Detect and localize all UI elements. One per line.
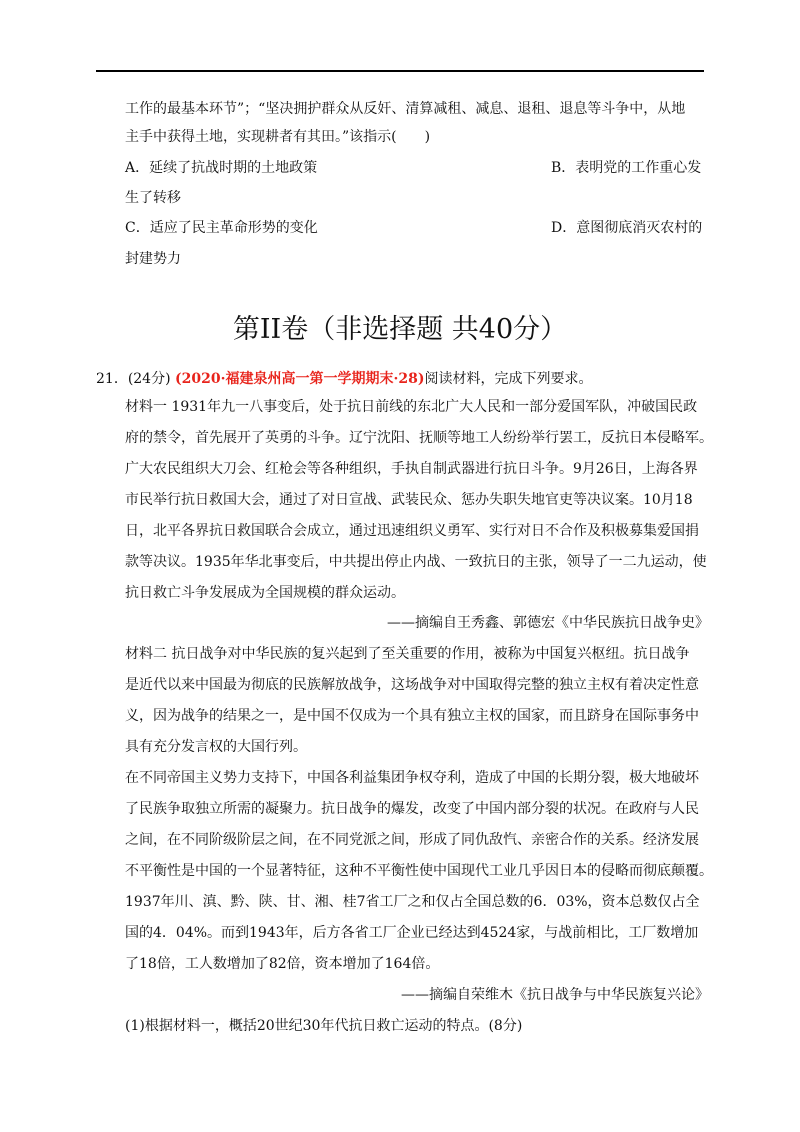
m2-line: 了18倍，工人数增加了82倍，资本增加了164倍。 bbox=[125, 956, 440, 972]
m1-line: 府的禁令，首先展开了英勇的斗争。辽宁沈阳、抚顺等地工人纷纷举行罢工，反抗日本侵略军。 bbox=[125, 430, 713, 446]
q20-option-b-cont: 生了转移 bbox=[125, 190, 181, 206]
q21-sub1: (1)根据材料一，概括20世纪30年代抗日救亡运动的特点。(8分) bbox=[125, 1018, 523, 1034]
q20-option-b: B．表明党的工作重心发 bbox=[551, 160, 702, 176]
q20-stem-line-1: 工作的最基本环节”；“坚决拥护群众从反奸、清算减租、减息、退租、退息等斗争中，从地 bbox=[125, 101, 686, 117]
m2-line: 1937年川、滇、黔、陕、甘、湘、桂7省工厂之和仅占全国总数的6．03%，资本总数仅占全 bbox=[125, 894, 700, 910]
q20-stem-line-2: 主手中获得土地，实现耕者有其田。”该指示( ) bbox=[125, 129, 431, 145]
m2-line: 之间，在不同阶级阶层之间，在不同党派之间，形成了同仇敌忾、亲密合作的关系。经济发展 bbox=[125, 832, 699, 848]
m2-line: 国的4．04%。而到1943年，后方各省工厂企业已经达到4524家，与战前相比，工厂数增加 bbox=[125, 925, 699, 941]
header-rule bbox=[96, 70, 704, 72]
m2-citation: ——摘编自荣维木《抗日战争与中华民族复兴论》 bbox=[401, 987, 709, 1003]
q21-source: (2020·福建泉州高一第一学期期末·28) bbox=[175, 371, 425, 387]
section-title: 第II卷（非选择题 共40分） bbox=[232, 314, 568, 345]
q21-instruction: 阅读材料，完成下列要求。 bbox=[424, 371, 593, 387]
m2-line: 是近代以来中国最为彻底的民族解放战争，这场战争对中国取得完整的独立主权有着决定性意 bbox=[125, 677, 699, 693]
m1-line: 市民举行抗日救国大会，通过了对日宣战、武装民众、惩办失职失地官吏等决议案。10月18 bbox=[125, 492, 693, 508]
q20-option-a: A．延续了抗战时期的土地政策 bbox=[125, 160, 318, 176]
q20-option-c: C．适应了民主革命形势的变化 bbox=[125, 220, 318, 236]
m1-line: 广大农民组织大刀会、红枪会等各种组织，手执自制武器进行抗日斗争。9月26日，上海各界 bbox=[125, 461, 698, 477]
m2-line: 不平衡性是中国的一个显著特征，这种不平衡性使中国现代工业几乎因日本的侵略而彻底颠覆。 bbox=[125, 863, 713, 879]
m1-line: 日，北平各界抗日救国联合会成立，通过迅速组织义勇军、实行对日不合作及积极募集爱国捐 bbox=[125, 523, 699, 539]
m2-line: 了民族争取独立所需的凝聚力。抗日战争的爆发，改变了中国内部分裂的状况。在政府与人民 bbox=[125, 801, 699, 817]
m1-line: 材料一 1931年九一八事变后，处于抗日前线的东北广大人民和一部分爱国军队，冲破国民政 bbox=[125, 399, 698, 415]
m2-line: 义，因为战争的结果之一，是中国不仅成为一个具有独立主权的国家，而且跻身在国际事务中 bbox=[125, 708, 699, 724]
q20-option-d-cont: 封建势力 bbox=[125, 251, 181, 267]
q21-number: 21．(24分) bbox=[96, 371, 176, 387]
m1-line: 款等决议。1935年华北事变后，中共提出停止内战、一致抗日的主张，领导了一二九运动，使 bbox=[125, 554, 707, 570]
m2-line: 具有充分发言权的大国行列。 bbox=[125, 739, 307, 755]
m2-line: 在不同帝国主义势力支持下，中国各利益集团争权夺利，造成了中国的长期分裂，极大地破坏 bbox=[125, 770, 699, 786]
m1-citation: ——摘编自王秀鑫、郭德宏《中华民族抗日战争史》 bbox=[387, 615, 709, 631]
q20-option-d: D．意图彻底消灭农村的 bbox=[551, 220, 703, 236]
m2-line: 材料二 抗日战争对中华民族的复兴起到了至关重要的作用，被称为中国复兴枢纽。抗日战争 bbox=[125, 646, 690, 662]
q21-header bbox=[96, 369, 592, 389]
m1-line: 抗日救亡斗争发展成为全国规模的群众运动。 bbox=[125, 585, 405, 601]
